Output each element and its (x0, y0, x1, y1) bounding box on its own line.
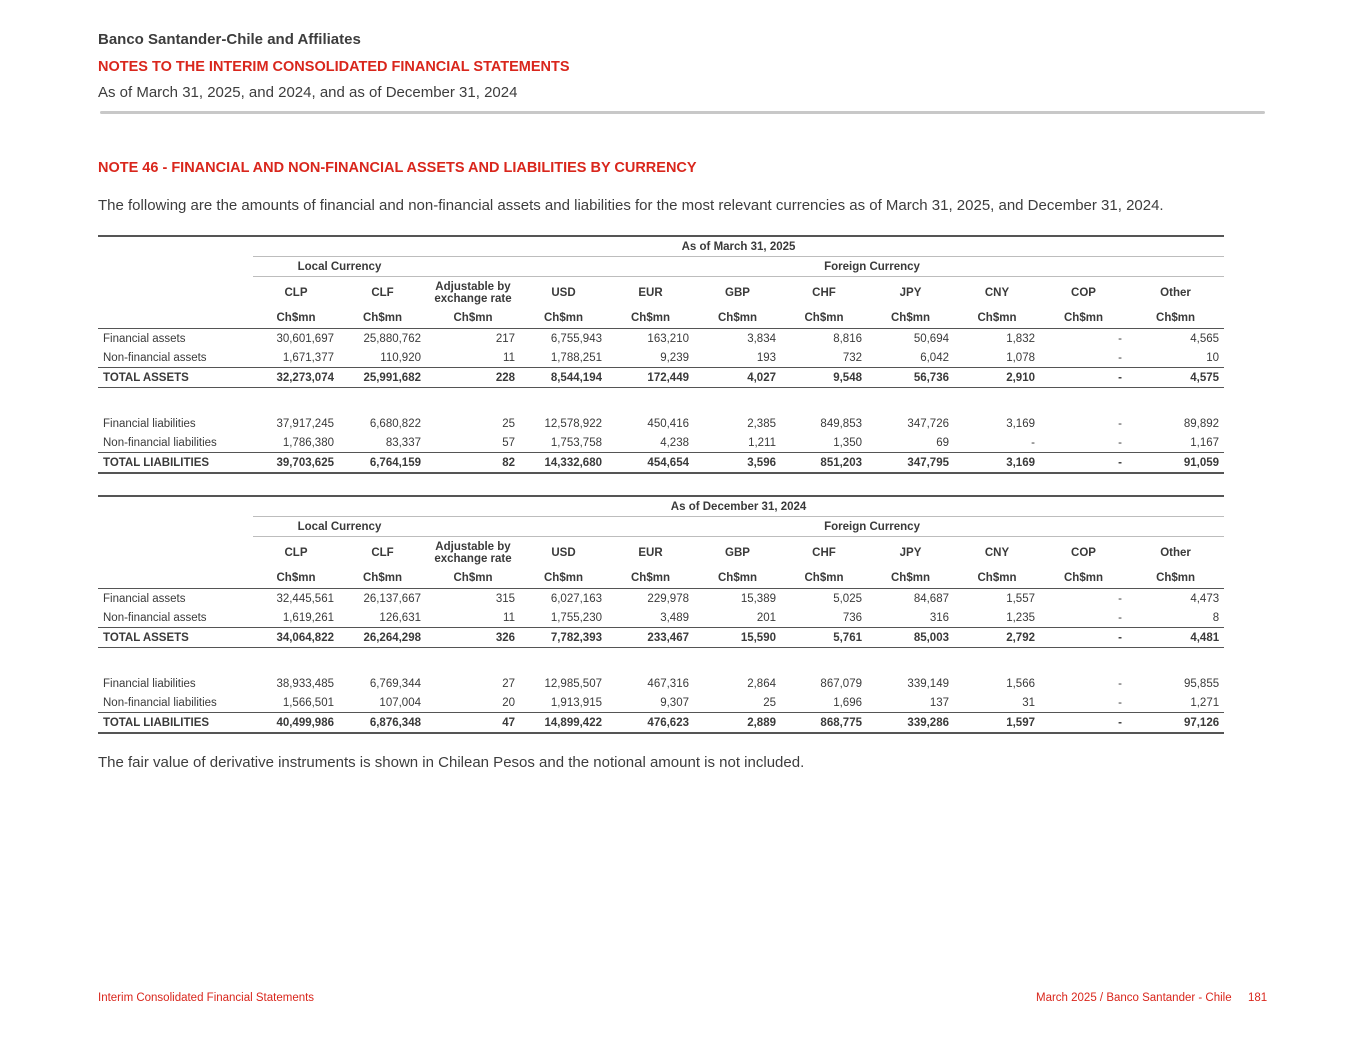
table-cell: 315 (495, 592, 515, 605)
table-cell: 467,316 (647, 677, 689, 690)
table-cell: 39,703,625 (253, 453, 339, 474)
table-cell: 11 (503, 351, 515, 364)
table-cell: 6,680,822 (369, 417, 421, 430)
table-cell: 1,557 (1006, 592, 1035, 605)
row-label: TOTAL ASSETS (98, 628, 253, 648)
stub-cell (98, 257, 253, 277)
table-cell: 316 (929, 611, 949, 624)
total-row (98, 453, 1224, 474)
table-cell: 201 (756, 611, 776, 624)
col-adjustable-line1: Adjustable by (435, 540, 511, 553)
table-cell: 34,064,822 (253, 628, 339, 648)
table-cell: - (1118, 436, 1122, 449)
unit-label: Ch$mn (1040, 568, 1127, 589)
table-cell: - (1118, 351, 1122, 364)
table-cell: 228 (426, 368, 520, 388)
table-cell: 12,578,922 (544, 417, 602, 430)
table-cell: 30,601,697 (276, 332, 334, 345)
table-cell: 25 (502, 417, 515, 430)
table-cell: 69 (936, 436, 949, 449)
table-cell: 1,671,377 (282, 351, 334, 364)
table-cell: 3,834 (747, 332, 776, 345)
col-chf: CHF (812, 546, 836, 559)
table-cell: 31 (1022, 696, 1035, 709)
table-cell: 9,307 (660, 696, 689, 709)
unit-label: Ch$mn (253, 308, 339, 329)
table-cell: 107,004 (379, 696, 421, 709)
table-cell: 57 (502, 436, 515, 449)
table-cell: 26,264,298 (339, 628, 426, 648)
table-cell: 339,286 (867, 713, 954, 734)
unit-label: Ch$mn (954, 568, 1040, 589)
table-cell: 867,079 (820, 677, 862, 690)
table-cell: 83,337 (385, 436, 421, 449)
table-cell: 14,332,680 (520, 453, 607, 474)
table-cell: 8,544,194 (520, 368, 607, 388)
table-cell: 450,416 (647, 417, 689, 430)
row-label: Financial assets (103, 332, 186, 345)
col-jpy: JPY (899, 286, 922, 299)
stub-cell (98, 277, 253, 309)
table-cell: 1,696 (833, 696, 862, 709)
table-cell: 85,003 (867, 628, 954, 648)
table-cell: 97,126 (1127, 713, 1224, 734)
col-clf: CLF (371, 546, 394, 559)
stub-cell (98, 517, 253, 537)
table-cell: 217 (495, 332, 515, 345)
total-row (98, 628, 1224, 648)
table-cell: 1,786,380 (282, 436, 334, 449)
table-cell: 84,687 (913, 592, 949, 605)
footer-left: Interim Consolidated Financial Statements (98, 992, 315, 1004)
table-cell: 89,892 (1183, 417, 1220, 430)
table-cell: - (1118, 332, 1122, 345)
unit-label: Ch$mn (520, 308, 607, 329)
currency-table-december-2024 (98, 495, 1220, 734)
col-gbp: GBP (725, 546, 750, 559)
table-cell: 1,350 (833, 436, 862, 449)
col-adjustable-line2: exchange rate (434, 552, 512, 565)
table-cell: 10 (1206, 351, 1220, 364)
table-cell: 26,137,667 (363, 592, 421, 605)
unit-label: Ch$mn (607, 308, 694, 329)
col-adjustable (426, 277, 520, 309)
table-cell: 9,239 (660, 351, 689, 364)
footer-right: March 2025 / Banco Santander - Chile (1036, 992, 1232, 1004)
col-chf: CHF (812, 286, 836, 299)
table-cell: 732 (842, 351, 862, 364)
page-number: 181 (1248, 992, 1268, 1004)
table-cell: 91,059 (1127, 453, 1224, 474)
foreign-currency-group: Foreign Currency (520, 517, 1224, 537)
note-intro: The following are the amounts of financial and non-financial assets and liabilities for the most relevant currencies as of March 31, 2025, and December 31, 2024. (98, 197, 1164, 214)
table-cell: 849,853 (820, 417, 862, 430)
col-cop: COP (1071, 286, 1096, 299)
table-cell: 32,445,561 (276, 592, 334, 605)
table-cell: 2,910 (954, 368, 1040, 388)
unit-label: Ch$mn (1040, 308, 1127, 329)
as-of-line: As of March 31, 2025, and 2024, and as of December 31, 2024 (98, 84, 518, 101)
notes-title: NOTES TO THE INTERIM CONSOLIDATED FINANCIAL STATEMENTS (98, 59, 570, 75)
table-cell: 6,769,344 (369, 677, 421, 690)
unit-label: Ch$mn (867, 308, 954, 329)
table-cell: 8,816 (833, 332, 862, 345)
currency-table-march-2025 (98, 235, 1220, 474)
table-date: As of March 31, 2025 (253, 236, 1224, 257)
table-cell: 347,795 (867, 453, 954, 474)
table-row (98, 674, 1224, 693)
table-cell: - (1031, 436, 1035, 449)
table-cell: 1,271 (1190, 696, 1220, 709)
table-cell: 4,565 (1190, 332, 1220, 345)
table-cell: 25,991,682 (339, 368, 426, 388)
unit-label: Ch$mn (694, 568, 781, 589)
table-cell: 1,566 (1006, 677, 1035, 690)
row-label: TOTAL ASSETS (98, 368, 253, 388)
table-cell: 1,566,501 (282, 696, 334, 709)
table-cell: 137 (929, 696, 949, 709)
company-name: Banco Santander-Chile and Affiliates (98, 31, 361, 48)
table-cell: - (1118, 417, 1122, 430)
table-cell: 47 (426, 713, 520, 734)
table-cell: - (1118, 677, 1122, 690)
table-cell: 15,389 (740, 592, 776, 605)
table-cell: - (1040, 713, 1127, 734)
table-cell: 12,985,507 (544, 677, 602, 690)
table-cell: 6,764,159 (339, 453, 426, 474)
unit-label: Ch$mn (1127, 568, 1224, 589)
col-eur: EUR (638, 286, 663, 299)
table-row (98, 414, 1224, 433)
unit-label: Ch$mn (520, 568, 607, 589)
row-label: TOTAL LIABILITIES (98, 713, 253, 734)
table-cell: 1,167 (1190, 436, 1220, 449)
table-cell: 476,623 (607, 713, 694, 734)
table-cell: 126,631 (379, 611, 421, 624)
table-cell: - (1040, 368, 1127, 388)
table-cell: 1,619,261 (282, 611, 334, 624)
unit-label: Ch$mn (781, 568, 867, 589)
col-cny: CNY (984, 546, 1010, 559)
table-cell: 95,855 (1183, 677, 1220, 690)
table-cell: 347,726 (907, 417, 949, 430)
row-label: TOTAL LIABILITIES (98, 453, 253, 474)
table-cell: 172,449 (607, 368, 694, 388)
unit-label: Ch$mn (1127, 308, 1224, 329)
table-cell: 11 (503, 611, 515, 624)
table-cell: 20 (502, 696, 515, 709)
col-adjustable (426, 537, 520, 569)
stub-cell (98, 496, 253, 517)
local-currency-group: Local Currency (253, 257, 426, 277)
table-cell: 868,775 (781, 713, 867, 734)
col-cop: COP (1071, 546, 1096, 559)
col-clf: CLF (371, 286, 394, 299)
table-cell: 229,978 (647, 592, 689, 605)
table-cell: 1,753,758 (550, 436, 602, 449)
note-heading: NOTE 46 - FINANCIAL AND NON-FINANCIAL ASSETS AND LIABILITIES BY CURRENCY (98, 160, 697, 176)
table-cell: 27 (502, 677, 515, 690)
table-cell: 4,473 (1190, 592, 1220, 605)
unit-label: Ch$mn (339, 308, 426, 329)
table-cell: 2,385 (747, 417, 776, 430)
table-row (98, 589, 1224, 609)
table-cell: 6,042 (920, 351, 949, 364)
spacer-cell (98, 648, 1224, 675)
table-cell: 326 (426, 628, 520, 648)
table-cell: 163,210 (647, 332, 689, 345)
table-cell: 4,575 (1127, 368, 1224, 388)
table-cell: 4,027 (694, 368, 781, 388)
table-cell: 233,467 (607, 628, 694, 648)
table-cell: 15,590 (694, 628, 781, 648)
unit-label: Ch$mn (694, 308, 781, 329)
row-label: Non-financial liabilities (103, 436, 217, 449)
table-cell: 5,761 (781, 628, 867, 648)
table-row (98, 329, 1224, 349)
table-cell: - (1040, 628, 1127, 648)
table-cell: 1,788,251 (550, 351, 602, 364)
table-cell: 1,211 (748, 436, 776, 449)
unit-label: Ch$mn (954, 308, 1040, 329)
group-spacer (426, 517, 520, 537)
table-cell: 110,920 (380, 351, 421, 364)
total-row (98, 368, 1224, 388)
foreign-currency-group: Foreign Currency (520, 257, 1224, 277)
table-cell: 3,169 (1006, 417, 1035, 430)
table-cell: 1,755,230 (550, 611, 602, 624)
stub-cell (98, 537, 253, 569)
group-spacer (426, 257, 520, 277)
spacer-row (98, 648, 1224, 675)
col-adjustable-line2: exchange rate (434, 292, 512, 305)
unit-label: Ch$mn (339, 568, 426, 589)
table-cell: 2,864 (747, 677, 776, 690)
table-cell: 4,481 (1127, 628, 1224, 648)
table-row (98, 433, 1224, 453)
table-cell: 56,736 (867, 368, 954, 388)
row-label: Non-financial assets (103, 611, 207, 624)
local-currency-group: Local Currency (253, 517, 426, 537)
row-label: Non-financial assets (103, 351, 207, 364)
table-cell: 14,899,422 (520, 713, 607, 734)
col-usd: USD (551, 546, 576, 559)
unit-label: Ch$mn (781, 308, 867, 329)
stub-cell (98, 308, 253, 329)
table-cell: 2,889 (694, 713, 781, 734)
table-row (98, 693, 1224, 713)
total-row (98, 713, 1224, 734)
table-cell: 851,203 (781, 453, 867, 474)
footnote: The fair value of derivative instruments is shown in Chilean Pesos and the notional amount is not included. (98, 754, 805, 771)
col-clp: CLP (284, 546, 308, 559)
col-adjustable-line1: Adjustable by (435, 280, 511, 293)
table-cell: 339,149 (907, 677, 949, 690)
col-cny: CNY (984, 286, 1010, 299)
table-cell: - (1118, 592, 1122, 605)
table-cell: 25,880,762 (363, 332, 421, 345)
table-cell: 5,025 (833, 592, 862, 605)
row-label: Non-financial liabilities (103, 696, 217, 709)
col-usd: USD (551, 286, 576, 299)
table-cell: 454,654 (607, 453, 694, 474)
table-cell: - (1040, 453, 1127, 474)
table-cell: 1,235 (1006, 611, 1035, 624)
col-jpy: JPY (899, 546, 922, 559)
table-cell: 8 (1212, 611, 1220, 624)
row-label: Financial liabilities (103, 677, 196, 690)
col-eur: EUR (638, 546, 663, 559)
table-cell: 7,782,393 (520, 628, 607, 648)
table-cell: 1,832 (1006, 332, 1035, 345)
col-other: Other (1160, 546, 1191, 559)
table-cell: 25 (763, 696, 776, 709)
stub-cell (98, 568, 253, 589)
table-cell: 3,596 (694, 453, 781, 474)
table-cell: 38,933,485 (276, 677, 334, 690)
col-other: Other (1160, 286, 1191, 299)
table-cell: 32,273,074 (253, 368, 339, 388)
unit-label: Ch$mn (607, 568, 694, 589)
unit-label: Ch$mn (426, 308, 520, 329)
table-cell: 1,078 (1006, 351, 1035, 364)
unit-label: Ch$mn (426, 568, 520, 589)
table-cell: 50,694 (913, 332, 949, 345)
table-cell: 193 (756, 351, 776, 364)
table-cell: 6,755,943 (550, 332, 602, 345)
row-label: Financial assets (103, 592, 186, 605)
table-cell: 82 (426, 453, 520, 474)
unit-label: Ch$mn (253, 568, 339, 589)
table-cell: 9,548 (781, 368, 867, 388)
unit-label: Ch$mn (867, 568, 954, 589)
header-divider (100, 111, 1265, 114)
table-row (98, 348, 1224, 368)
table-cell: 736 (842, 611, 862, 624)
table-cell: 6,027,163 (550, 592, 602, 605)
table-cell: - (1118, 611, 1122, 624)
table-cell: 40,499,986 (253, 713, 339, 734)
table-date: As of December 31, 2024 (253, 496, 1224, 517)
spacer-row (98, 388, 1224, 415)
spacer-cell (98, 388, 1224, 415)
stub-cell (98, 236, 253, 257)
row-label: Financial liabilities (103, 417, 196, 430)
table-cell: - (1118, 696, 1122, 709)
table-cell: 2,792 (954, 628, 1040, 648)
table-cell: 1,597 (954, 713, 1040, 734)
table-cell: 3,169 (954, 453, 1040, 474)
table-cell: 1,913,915 (550, 696, 602, 709)
table-cell: 37,917,245 (276, 417, 334, 430)
col-clp: CLP (284, 286, 308, 299)
table-cell: 6,876,348 (339, 713, 426, 734)
table-cell: 4,238 (660, 436, 689, 449)
table-cell: 3,489 (660, 611, 689, 624)
col-gbp: GBP (725, 286, 750, 299)
table-row (98, 608, 1224, 628)
